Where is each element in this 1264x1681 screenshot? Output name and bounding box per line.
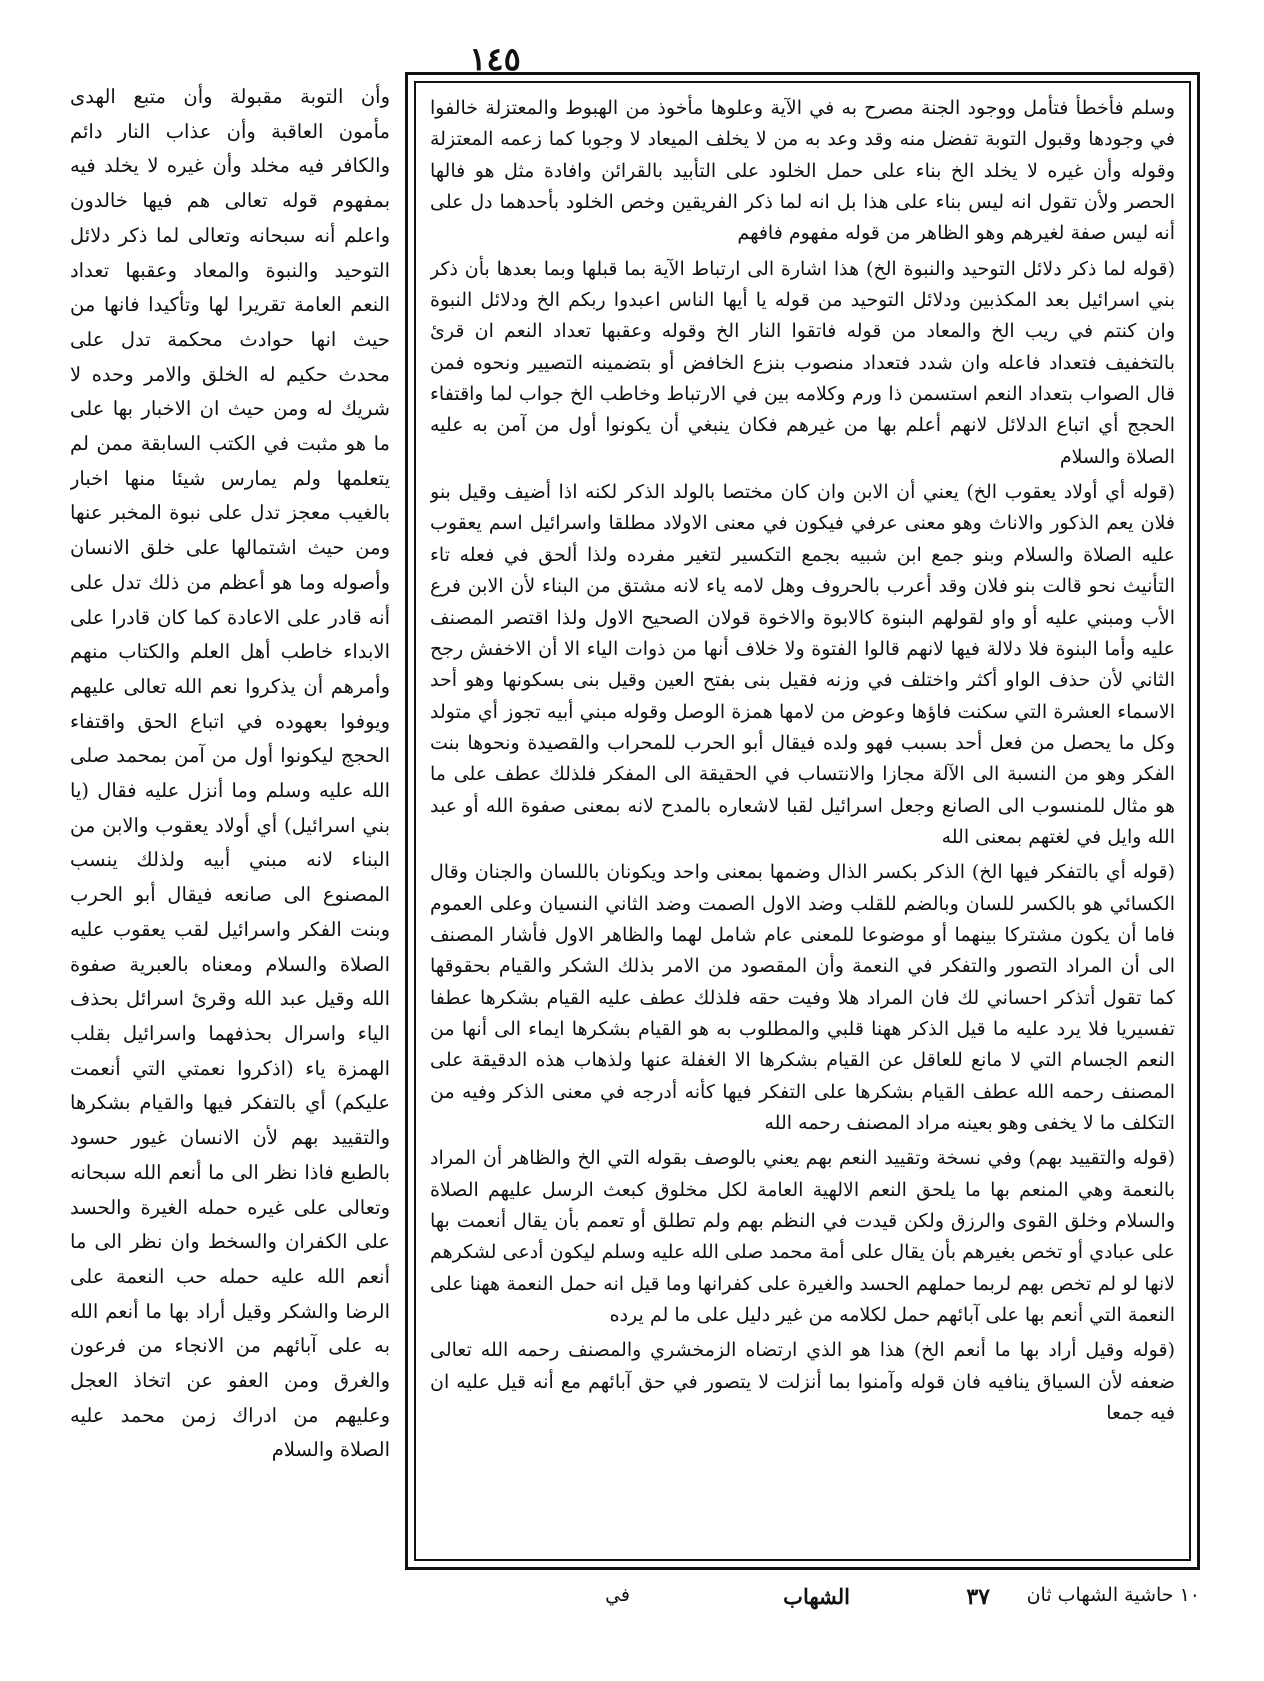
commentary-paragraph: (قوله أي أولاد يعقوب الخ) يعني أن الابن وان كان مختصا بالولد الذكر لكنه اذا أضيف وقيل بنو فلان يعم الذكور والاناث وهو معنى عرفي فيكون في معنى الاولاد مطلقا واسرائيل اسم يعقوب عليه الصلاة والسلام وبنو جمع ابن شبيه بجمع التكسير لتغير مفرده ولذا ألحق في فعله تاء التأنيث نحو قالت بنو فلان وقد أعرب بالحروف وهل لامه ياء لانه مشتق من البناء لأن الابن فرع الأب ومبني عليه أو واو لقولهم البنوة كالابوة والاخوة قولان الصحيح الاول ولذا اقتصر المصنف عليه وأما البنوة فلا دلالة فيها لانهم قالوا الفتوة ولا خلاف أنها من ذوات الياء الا أن الاخفش رجح الثاني لأن حذف الواو أكثر واختلف في وزنه فقيل بنى بفتح العين وقيل بنى بسكونها وهو أحد الاسماء العشرة التي سكنت فاؤها وعوض من لامها همزة الوصل وقوله مبني أبيه تجوز أي متولد وكل ما يحصل من فعل أحد بسبب فهو ولده فيقال أبو الحرب للمحراب والقصيدة ونحوها بنت الفكر وهو من النسبة الى الآلة مجازا والانتساب في الحقيقة الى المفكر فلذلك عطف على ما هو مثال للمنسوب الى الصانع وجعل اسرائيل لقبا لاشعاره بالمدح لانه بمعنى صفوة الله أو عبد الله وايل في لغتهم بمعنى الله xyxy=(430,481,1175,848)
page-number: ١٤٥ xyxy=(469,40,521,78)
commentary-text xyxy=(430,93,1175,1549)
footer-number: ٣٧ xyxy=(966,1584,990,1610)
page-footer xyxy=(405,1584,1200,1624)
catchword: في xyxy=(605,1584,630,1606)
margin-paragraph: وأن التوبة مقبولة وأن متبع الهدى مأمون العاقبة وأن عذاب النار دائم والكافر فيه مخلد وأن غيره لا يخلد فيه بمفهوم قوله تعالى هم فيها خالدون واعلم أنه سبحانه وتعالى لما ذكر دلائل التوحيد والنبوة والمعاد وعقبها تعداد النعم العامة تقريرا لها وتأكيدا فانها من حيث انها حوادث محكمة تدل على محدث حكيم له الخلق والامر وحده لا شريك له ومن حيث ان الاخبار بها على ما هو مثبت في الكتب السابقة ممن لم يتعلمها ولم يمارس شيئا منها اخبار بالغيب معجز تدل على نبوة المخبر عنها ومن حيث اشتمالها على خلق الانسان وأصوله وما هو أعظم من ذلك تدل على أنه قادر على الاعادة كما كان قادرا على الابداء خاطب أهل العلم والكتاب منهم وأمرهم أن يذكروا نعم الله تعالى عليهم ويوفوا بعهوده في اتباع الحق واقتفاء الحجج ليكونوا أول من آمن بمحمد صلى الله عليه وسلم وما أنزل عليه فقال (يا بني اسرائيل) أي أولاد يعقوب والابن من البناء لانه مبني أبيه ولذلك ينسب المصنوع الى صانعه فيقال أبو الحرب وبنت الفكر واسرائيل لقب يعقوب عليه الصلاة والسلام ومعناه بالعبرية صفوة الله وقيل عبد الله وقرئ اسرائل بحذف الياء واسرال بحذفهما واسرائيل بقلب الهمزة ياء (اذكروا نعمتي التي أنعمت عليكم) أي بالتفكر فيها والقيام بشكرها والتقييد بهم لأن الانسان غيور حسود بالطبع فاذا نظر الى ما أنعم الله سبحانه وتعالى على غيره حمله الغيرة والحسد على الكفران والسخط وان نظر الى ما أنعم الله عليه حمله حب النعمة على الرضا والشكر وقيل أراد بها ما أنعم الله به على آبائهم من الانجاء من فرعون والغرق ومن العفو عن اتخاذ العجل وعليهم من ادراك زمن محمد عليه الصلاة والسلام xyxy=(70,85,390,1462)
commentary-frame xyxy=(405,72,1200,1570)
running-title: الشهاب xyxy=(783,1584,850,1609)
commentary-paragraph: (قوله والتقييد بهم) وفي نسخة وتقييد النعم بهم يعني بالوصف بقوله التي الخ والظاهر أن المراد بالنعمة وهي المنعم بها ما يلحق النعم الالهية العامة لكل مخلوق كبعث الرسل عليهم الصلاة والسلام وخلق القوى والرزق ولكن قيدت في النظم بهم ولم تطلق أو تعمم بأن يقال أنعمت بها على عبادي أو تخص بغيرهم بأن يقال على أمة محمد صلى الله عليه وسلم ليكون أدعى لشكرهم لانها لو لم تخص بهم لربما حملهم الحسد والغيرة على كفرانها وما قيل انه حمل النعمة ههنا على النعمة التي أنعم بها على آبائهم حمل لكلامه من غير دليل على ما لم يرده xyxy=(430,1147,1175,1327)
commentary-paragraph: وسلم فأخطأ فتأمل ووجود الجنة مصرح به في الآية وعلوها مأخوذ من الهبوط والمعتزلة خالفوا في وجودها وقبول التوبة تفضل منه وقد وعد به من لا يخلف الميعاد لا وجوبا كما زعمه المعتزلة وقوله وأن غيره لا يخلد الخ بناء على حمل الخلود على التأبيد بالقرائن وافادة مثل هو فالها الحصر ولأن تقول انه ليس بناء على هذا بل انه لما ذكر الفريقين وخص الخلود بأحدهما دل على أنه ليس صفة لغيرهم وهو الظاهر من قوله مفهوم فافهم xyxy=(430,97,1175,245)
margin-text xyxy=(70,80,390,1570)
commentary-paragraph: (قوله أي بالتفكر فيها الخ) الذكر بكسر الذال وضمها بمعنى واحد ويكونان باللسان والجنان وقال الكسائي هو بالكسر للسان وبالضم للقلب وضد الاول الصمت وضد الثاني النسيان وعلى العموم فاما أن يكون مشتركا بينهما أو موضوعا للمعنى عام شامل لهما والظاهر الاول فأشار المصنف الى أن المراد التصور والتفكر في النعمة وأن المقصود من الامر بذلك الشكر والقيام بحقوقها كما تقول أتذكر احساني لك فان المراد هلا وفيت حقه فلذلك عطف عليه القيام بشكرها عطفا تفسيريا فلا يرد عليه ما قيل الذكر ههنا قلبي والمطلوب به هو القيام بشكرها ايماء الى أنها من النعم الجسام التي لا مانع للعاقل عن القيام بشكرها الا الغفلة عنها ولذهاب هذه الدقيقة على المصنف رحمه الله عطف القيام بشكرها على التفكر فيها كأنه أدرجه في معنى الذكر وفيه من التكلف ما لا يخفى وهو بعينه مراد المصنف رحمه الله xyxy=(430,861,1175,1134)
commentary-paragraph: (قوله لما ذكر دلائل التوحيد والنبوة الخ) هذا اشارة الى ارتباط الآية بما قبلها وبما بعدها بأن ذكر بني اسرائيل بعد المكذبين ودلائل التوحيد من قوله يا أيها الناس اعبدوا ربكم الخ ودلائل النبوة وان كنتم في ريب الخ والمعاد من قوله فاتقوا النار الخ وقوله وعقبها تعداد النعم ان قرئ بالتخفيف فتعداد فاعله وان شدد فتعداد منصوب بنزع الخافض أو بتضمينه التصيير ونحوه فمن قال الصواب بتعداد النعم استسمن ذا ورم وكلامه بين في الارتباط وخاطب الخ جواب لما واقتفاء الحجج أي اتباع الدلائل لانهم أعلم بها من غيرهم فكان ينبغي أن يكونوا أول من آمن به عليه الصلاة والسلام xyxy=(430,257,1175,468)
commentary-paragraph: (قوله وقيل أراد بها ما أنعم الخ) هذا هو الذي ارتضاه الزمخشري والمصنف رحمه الله تعالى ضعفه لأن السياق ينافيه فان قوله وآمنوا بما أنزلت لا يتصور في حق آبائهم مع أنه قيل عليه ان فيه جمعا xyxy=(430,1339,1175,1425)
signature-mark: ١٠ حاشية الشهاب ثان xyxy=(1026,1584,1200,1606)
